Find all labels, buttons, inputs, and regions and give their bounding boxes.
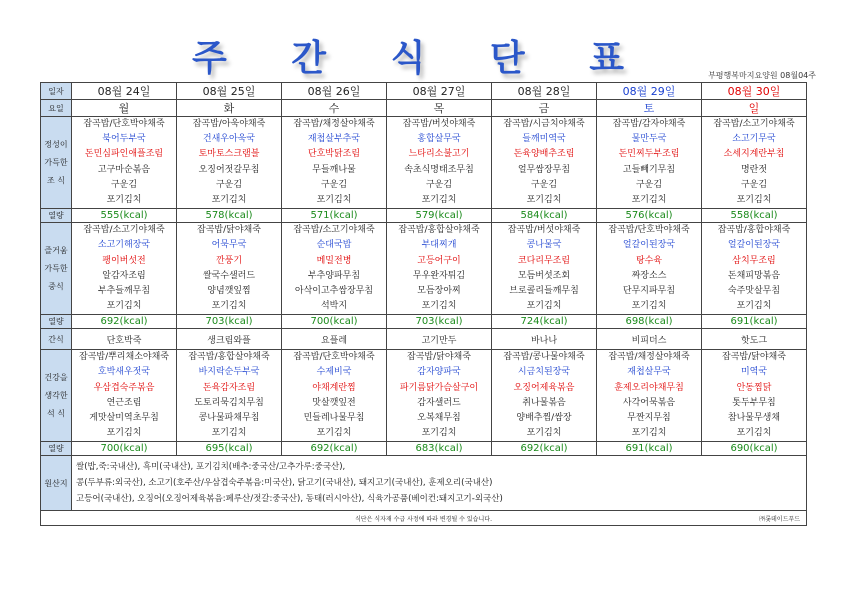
menu-item: 취나물볶음 (522, 397, 566, 408)
menu-item: 들깨미역국 (522, 134, 566, 145)
menu-item: 미역국 (740, 367, 768, 378)
menu-item: 감자샐러드 (417, 397, 461, 408)
snack-label: 간식 (41, 329, 72, 350)
menu-item: 민들레나물무침 (303, 413, 365, 423)
menu-item: 잡곡밥/아욱야채죽 (192, 119, 266, 129)
menu-item: 오징어제육볶음 (513, 382, 575, 393)
menu-item: 포기김치 (211, 301, 247, 312)
date-cell: 08월 25일 (177, 83, 282, 100)
dinner-label-line: 건강을 (44, 372, 68, 382)
kcal-value: 571(kcal) (282, 209, 387, 223)
menu-item: 쌀국수샐러드 (202, 270, 256, 281)
menu-item: 잡곡밥/뿌리채소야채죽 (79, 352, 169, 363)
menu-table (40, 82, 807, 526)
menu-item: 우삼겹숙주볶음 (93, 382, 155, 393)
menu-item: 아삭이고추쌈장무침 (294, 285, 374, 296)
date-cell: 08월 27일 (387, 83, 492, 100)
dinner-menu (492, 350, 597, 442)
menu-item: 연근조림 (106, 397, 142, 408)
menu-item: 느타리소불고기 (408, 149, 470, 160)
kcal-value: 698(kcal) (597, 315, 702, 329)
snack-cell: 요플레 (282, 329, 387, 350)
menu-item: 잡곡밥/홍합살야채죽 (398, 225, 480, 236)
kcal-value: 692(kcal) (492, 442, 597, 456)
menu-item: 포기김치 (316, 194, 352, 205)
menu-item: 물만두국 (631, 134, 667, 145)
menu-item: 팽이버섯전 (102, 255, 146, 266)
menu-item: 깐풍기 (215, 255, 243, 266)
menu-item: 잡곡밥/소고기야채죽 (83, 225, 165, 236)
menu-item: 단무지파무침 (622, 285, 676, 296)
lunch-menu (282, 223, 387, 315)
breakfast-menu (387, 117, 492, 209)
breakfast-menu (492, 117, 597, 209)
breakfast-label (41, 117, 72, 209)
menu-item: 알감자조림 (102, 270, 146, 281)
dinner-label-line: 석 식 (47, 408, 65, 418)
menu-item: 포기김치 (526, 194, 562, 205)
menu-item: 포기김치 (211, 194, 247, 205)
kcal-label: 열량 (41, 442, 72, 456)
snack-cell: 비피더스 (597, 329, 702, 350)
menu-item: 부대찌개 (421, 240, 457, 251)
menu-item: 콩나물국 (526, 240, 562, 251)
menu-item: 안동찜닭 (736, 382, 772, 393)
menu-item: 양념깻잎찜 (207, 285, 251, 296)
menu-item: 건새우아욱국 (202, 134, 256, 145)
menu-item: 구운김 (740, 179, 768, 190)
menu-item: 무짠지무침 (627, 413, 671, 423)
menu-item: 포기김치 (526, 301, 562, 312)
footer-note: 식단은 식자재 수급 사정에 따라 변경될 수 있습니다. (355, 515, 492, 523)
menu-item: 구운김 (425, 179, 453, 190)
menu-item: 구운김 (320, 179, 348, 190)
menu-item: 맛살깻잎전 (312, 397, 356, 408)
menu-item: 톳두부무침 (732, 397, 776, 408)
date-cell: 08월 26일 (282, 83, 387, 100)
kcal-value: 558(kcal) (702, 209, 807, 223)
menu-item: 감자양파국 (417, 367, 461, 378)
menu-item: 소고기해장국 (97, 240, 151, 251)
breakfast-label-line: 조 식 (47, 175, 65, 185)
kcal-value: 584(kcal) (492, 209, 597, 223)
menu-item: 얼무쌈장무침 (517, 164, 571, 175)
menu-item: 잡곡밥/홍합야채죽 (717, 225, 791, 236)
lunch-menu (177, 223, 282, 315)
menu-item: 포기김치 (631, 194, 667, 205)
menu-item: 석박지 (320, 301, 348, 312)
date-cell: 08월 24일 (72, 83, 177, 100)
menu-item: 포기김치 (631, 428, 667, 439)
dinner-menu (72, 350, 177, 442)
menu-item: 잡곡밥/콩나물야채죽 (503, 352, 585, 363)
day-label: 요일 (41, 100, 72, 117)
menu-item: 구운김 (110, 179, 138, 190)
menu-item: 잡곡밥/닭야채죽 (407, 352, 471, 363)
menu-item: 참나물무생채 (727, 413, 781, 423)
menu-item: 호박새우젓국 (97, 367, 151, 378)
menu-item: 돈채피망볶음 (727, 270, 781, 281)
page-title: 주 간 식 단 표 (191, 38, 650, 79)
kcal-value: 576(kcal) (597, 209, 702, 223)
dinner-menu (387, 350, 492, 442)
menu-item: 모듬버섯조회 (517, 270, 571, 281)
menu-item: 포기김치 (736, 428, 772, 439)
menu-item: 삼치무조림 (732, 255, 776, 266)
kcal-value: 700(kcal) (282, 315, 387, 329)
weekday-cell: 월 (72, 100, 177, 117)
dinner-label (41, 350, 72, 442)
menu-item: 잡곡밥/단호박야채죽 (293, 352, 375, 363)
weekday-cell: 토 (597, 100, 702, 117)
kcal-value: 695(kcal) (177, 442, 282, 456)
breakfast-label-line: 가득한 (44, 157, 68, 167)
menu-item: 포기김치 (106, 194, 142, 205)
lunch-menu (702, 223, 807, 315)
kcal-value: 578(kcal) (177, 209, 282, 223)
weekday-cell: 목 (387, 100, 492, 117)
breakfast-menu (597, 117, 702, 209)
menu-item: 수제비국 (316, 367, 352, 378)
kcal-value: 691(kcal) (597, 442, 702, 456)
menu-item: 잡곡밥/닭야채죽 (722, 352, 786, 363)
menu-item: 구운김 (215, 179, 243, 190)
menu-item: 소세지계란부침 (723, 149, 785, 160)
lunch-menu (72, 223, 177, 315)
menu-item: 구운김 (635, 179, 663, 190)
menu-item: 잡곡밥/단호박야채죽 (83, 119, 165, 129)
menu-item: 잡곡밥/시금치야채죽 (503, 119, 585, 129)
kcal-value: 700(kcal) (72, 442, 177, 456)
menu-item: 고구마순볶음 (97, 164, 151, 175)
menu-item: 포기김치 (736, 301, 772, 312)
date-cell: 08월 29일 (597, 83, 702, 100)
menu-item: 포기김치 (106, 301, 142, 312)
kcal-value: 690(kcal) (702, 442, 807, 456)
menu-item: 파기름닭가슴살구이 (399, 382, 479, 393)
menu-item: 짜장소스 (631, 270, 667, 281)
menu-item: 돈민심파인애플조림 (84, 149, 164, 160)
menu-item: 잡곡밥/채정살야채죽 (293, 119, 375, 129)
dinner-menu (597, 350, 702, 442)
breakfast-menu (177, 117, 282, 209)
menu-item: 돈민찌두부조림 (618, 149, 680, 160)
menu-item: 콩나물파채무침 (198, 413, 260, 423)
kcal-value: 692(kcal) (72, 315, 177, 329)
menu-item: 토마토스크램블 (198, 149, 260, 160)
menu-item: 잡곡밥/채정살야채죽 (608, 352, 690, 363)
menu-item: 바지락순두부국 (198, 367, 260, 378)
lunch-menu (387, 223, 492, 315)
weekday-cell: 일 (702, 100, 807, 117)
menu-item: 단호박닭조림 (307, 149, 361, 160)
dinner-menu (702, 350, 807, 442)
menu-item: 탕수육 (635, 255, 663, 266)
lunch-label-line: 가득한 (44, 263, 68, 273)
menu-item: 야채계란찜 (312, 382, 356, 393)
menu-item: 무우완자튀김 (412, 270, 466, 281)
menu-item: 사각어묵볶음 (622, 397, 676, 408)
snack-cell: 핫도그 (702, 329, 807, 350)
menu-item: 오징어젓갈무침 (198, 164, 260, 175)
brand-name: ㈜롯데이드푸드 (759, 515, 800, 523)
menu-item: 잡곡밥/소고기야채죽 (293, 225, 375, 236)
menu-item: 고들빼기무침 (622, 164, 676, 175)
menu-item: 오복채무침 (417, 413, 461, 423)
lunch-label-line: 중식 (48, 281, 64, 291)
menu-item: 잡곡밥/단호박야채죽 (608, 225, 690, 236)
lunch-menu (492, 223, 597, 315)
kcal-label: 열량 (41, 209, 72, 223)
snack-cell: 생크림와플 (177, 329, 282, 350)
menu-item: 부추양파무침 (307, 270, 361, 281)
menu-item: 브로콜리들깨무침 (509, 285, 579, 296)
dinner-menu (282, 350, 387, 442)
menu-item: 포기김치 (106, 428, 142, 439)
breakfast-label-line: 정성이 (44, 139, 68, 149)
menu-item: 숙주맛살무침 (727, 285, 781, 296)
weekday-cell: 화 (177, 100, 282, 117)
menu-item: 홍합살무국 (417, 134, 461, 145)
menu-item: 도토리묵김치무침 (194, 397, 264, 408)
menu-item: 잡곡밥/버섯야채죽 (507, 225, 581, 236)
date-cell: 08월 30일 (702, 83, 807, 100)
menu-item: 무들깨나물 (312, 164, 356, 175)
menu-item: 코다리무조림 (517, 255, 571, 266)
menu-item: 명란젓 (740, 164, 768, 175)
menu-item: 훈제오리야채무침 (614, 382, 684, 393)
snack-cell: 단호박죽 (72, 329, 177, 350)
menu-item: 구운김 (530, 179, 558, 190)
menu-item: 잡곡밥/버섯야채죽 (402, 119, 476, 129)
origin-line: 콩(두부류:외국산), 소고기(호주산/우삼겹숙주볶음:미국산), 닭고기(국내산), 돼지고기(국내산), 훈제오리(국내산) (76, 478, 493, 489)
menu-item: 포기김치 (631, 301, 667, 312)
weekday-cell: 수 (282, 100, 387, 117)
menu-item: 포기김치 (421, 301, 457, 312)
menu-item: 재첩살부추국 (307, 134, 361, 145)
menu-item: 잡곡밥/소고기야채죽 (713, 119, 795, 129)
menu-item: 소고기무국 (732, 134, 776, 145)
date-cell: 08월 28일 (492, 83, 597, 100)
date-label: 일자 (41, 83, 72, 100)
kcal-value: 724(kcal) (492, 315, 597, 329)
menu-item: 양배추찜/쌈장 (516, 413, 572, 423)
lunch-menu (597, 223, 702, 315)
menu-item: 얼갈이된장국 (727, 240, 781, 251)
snack-cell: 고기만두 (387, 329, 492, 350)
lunch-label-line: 즐거움 (44, 245, 68, 255)
kcal-label: 열량 (41, 315, 72, 329)
footer-note-row (41, 511, 807, 526)
menu-item: 순대국밥 (316, 240, 352, 251)
menu-item: 게맛살미역초무침 (89, 413, 159, 423)
dinner-menu (177, 350, 282, 442)
menu-item: 고등어구이 (417, 255, 461, 266)
kcal-value: 692(kcal) (282, 442, 387, 456)
menu-item: 돈육양배추조림 (513, 149, 575, 160)
menu-item: 돈육감자조림 (202, 382, 256, 393)
menu-item: 시금치된장국 (517, 367, 571, 378)
menu-item: 잡곡밥/홍합살야채죽 (188, 352, 270, 363)
menu-item: 잡곡밥/닭야채죽 (197, 225, 261, 236)
menu-item: 부추들깨무침 (97, 285, 151, 296)
kcal-value: 691(kcal) (702, 315, 807, 329)
dinner-label-line: 생각한 (44, 390, 68, 400)
menu-item: 속초식명태조무침 (404, 164, 474, 175)
menu-item: 포기김치 (421, 428, 457, 439)
origin-label: 원산지 (41, 456, 72, 511)
menu-item: 모듬장아찌 (417, 285, 461, 296)
breakfast-menu (282, 117, 387, 209)
menu-item: 포기김치 (211, 428, 247, 439)
menu-item: 얼갈이된장국 (622, 240, 676, 251)
menu-item: 포기김치 (736, 194, 772, 205)
kcal-value: 703(kcal) (177, 315, 282, 329)
org-name: 부평행복마지요양원 08월04주 (708, 71, 816, 80)
menu-item: 재첩살무국 (627, 367, 671, 378)
origin-line: 쌀(밥,죽:국내산), 흑미(국내산), 포기김치(배추:중국산/고추가루:중국산), (76, 462, 346, 473)
breakfast-menu (72, 117, 177, 209)
snack-cell: 바나나 (492, 329, 597, 350)
menu-item: 포기김치 (526, 428, 562, 439)
menu-item: 메밀전병 (316, 255, 352, 266)
kcal-value: 683(kcal) (387, 442, 492, 456)
menu-item: 북어두부국 (102, 134, 146, 145)
breakfast-menu (702, 117, 807, 209)
origin-cell (72, 456, 807, 511)
origin-line: 고등어(국내산), 오징어(오징어제육볶음:페루산/젓갈:중국산), 동태(러시아산), 식육가공품(베이컨:돼지고기-외국산) (76, 494, 503, 505)
lunch-label (41, 223, 72, 315)
menu-item: 포기김치 (316, 428, 352, 439)
kcal-value: 555(kcal) (72, 209, 177, 223)
menu-item: 잡곡밥/감자야채죽 (612, 119, 686, 129)
menu-item: 어묵무국 (211, 240, 247, 251)
kcal-value: 703(kcal) (387, 315, 492, 329)
menu-item: 포기김치 (421, 194, 457, 205)
kcal-value: 579(kcal) (387, 209, 492, 223)
weekday-cell: 금 (492, 100, 597, 117)
